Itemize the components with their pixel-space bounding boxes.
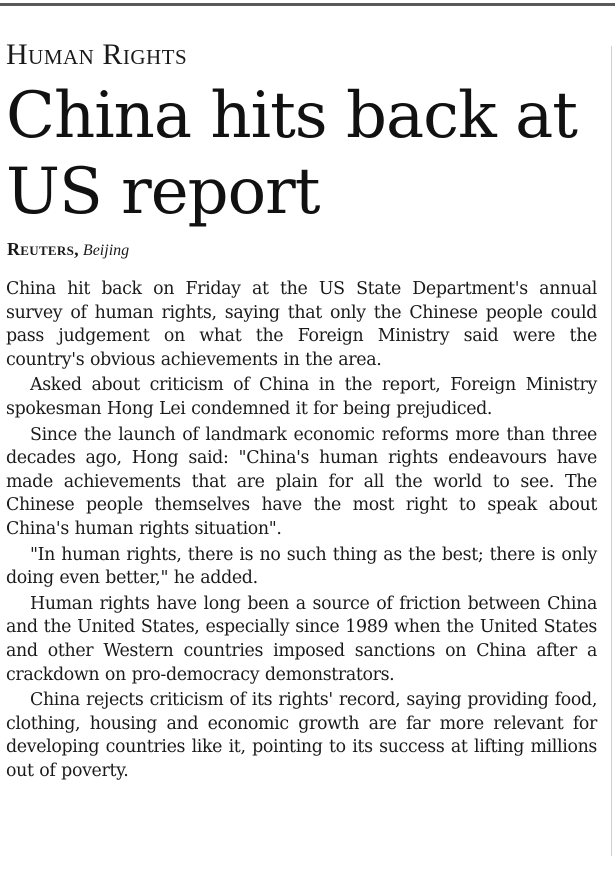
dateline xyxy=(7,238,597,262)
paragraph: Asked about criticism of China in the report, Foreign Ministry spokesman Hong Lei condemned it for being prejudiced. xyxy=(6,375,597,419)
top-rule xyxy=(0,3,615,6)
section-kicker: Human Rights xyxy=(6,38,188,71)
article-body xyxy=(6,278,597,783)
paragraph: Human rights have long been a source of friction between China and the United States, especially since 1989 when the United States and other Western countries imposed sanctions on China after a crackdown on pro-democracy demonstrators. xyxy=(6,593,597,685)
paragraph: Since the launch of landmark economic reforms more than three decades ago, Hong said: "China's human rights endeavours have made achievements that are plain for all the world to see. The Chinese people themselves have the most right to speak about China's human rights situation". xyxy=(6,424,597,539)
article xyxy=(6,38,597,783)
paragraph: China rejects criticism of its rights' record, saying providing food, clothing, housing and economic growth are far more relevant for developing countries like it, pointing to its success at lifting millions out of poverty. xyxy=(6,690,597,781)
headline: China hits back at US report xyxy=(6,79,577,229)
dateline-agency: Reuters, xyxy=(7,239,79,259)
paragraph: "In human rights, there is no such thing as the best; there is only doing even better," he added. xyxy=(6,544,597,589)
paragraph: China hit back on Friday at the US State Department's annual survey of human rights, saying that only the Chinese people could pass judgement on what the Foreign Ministry said were the country's obvious achievements in the area. xyxy=(6,279,597,370)
dateline-place: Beijing xyxy=(82,242,130,259)
column-rule xyxy=(611,46,612,856)
